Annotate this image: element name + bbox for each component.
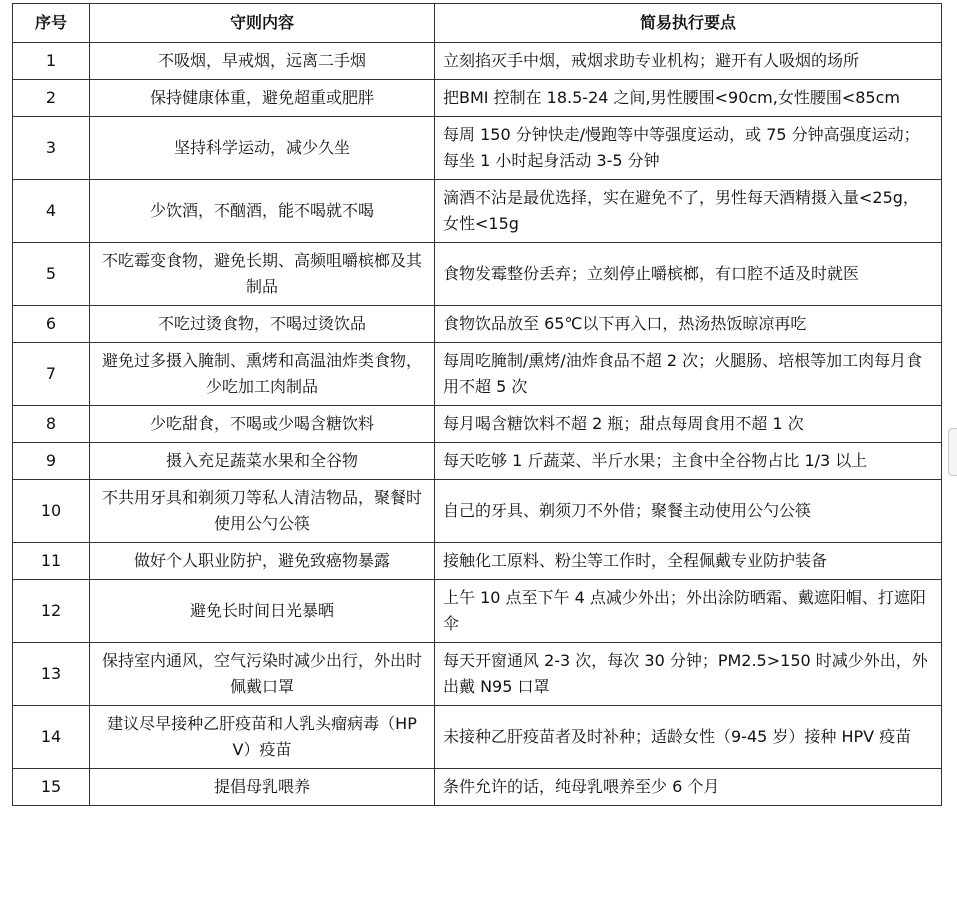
table-row	[13, 769, 942, 806]
table-row	[13, 117, 942, 180]
row-tips: 上午 10 点至下午 4 点减少外出；外出涂防晒霜、戴遮阳帽、打遮阳伞	[435, 580, 942, 643]
row-rule: 不吃霉变食物，避免长期、高频咀嚼槟榔及其制品	[90, 243, 435, 306]
table-row	[13, 643, 942, 706]
row-index: 1	[13, 43, 90, 80]
table-row	[13, 443, 942, 480]
header-tips: 简易执行要点	[435, 4, 942, 43]
row-index: 9	[13, 443, 90, 480]
row-rule: 保持健康体重，避免超重或肥胖	[90, 80, 435, 117]
table-row	[13, 180, 942, 243]
row-index: 4	[13, 180, 90, 243]
row-tips: 立刻掐灭手中烟，戒烟求助专业机构；避开有人吸烟的场所	[435, 43, 942, 80]
row-rule: 少吃甜食，不喝或少喝含糖饮料	[90, 406, 435, 443]
row-tips: 接触化工原料、粉尘等工作时，全程佩戴专业防护装备	[435, 543, 942, 580]
row-index: 15	[13, 769, 90, 806]
table-row	[13, 343, 942, 406]
row-tips: 每月喝含糖饮料不超 2 瓶；甜点每周食用不超 1 次	[435, 406, 942, 443]
row-index: 10	[13, 480, 90, 543]
table-row	[13, 243, 942, 306]
row-index: 12	[13, 580, 90, 643]
row-rule: 建议尽早接种乙肝疫苗和人乳头瘤病毒（HPV）疫苗	[90, 706, 435, 769]
row-index: 8	[13, 406, 90, 443]
row-tips: 条件允许的话，纯母乳喂养至少 6 个月	[435, 769, 942, 806]
row-rule: 提倡母乳喂养	[90, 769, 435, 806]
row-tips: 每周吃腌制/熏烤/油炸食品不超 2 次；火腿肠、培根等加工肉每月食用不超 5 次	[435, 343, 942, 406]
row-rule: 少饮酒，不酗酒，能不喝就不喝	[90, 180, 435, 243]
row-rule: 坚持科学运动，减少久坐	[90, 117, 435, 180]
row-index: 2	[13, 80, 90, 117]
side-panel-handle[interactable]	[948, 428, 957, 476]
header-rule: 守则内容	[90, 4, 435, 43]
row-index: 7	[13, 343, 90, 406]
table-row	[13, 306, 942, 343]
row-rule: 摄入充足蔬菜水果和全谷物	[90, 443, 435, 480]
row-tips: 滴酒不沾是最优选择，实在避免不了，男性每天酒精摄入量<25g，女性<15g	[435, 180, 942, 243]
table-row	[13, 706, 942, 769]
row-index: 11	[13, 543, 90, 580]
header-index: 序号	[13, 4, 90, 43]
row-tips: 自己的牙具、剃须刀不外借；聚餐主动使用公勺公筷	[435, 480, 942, 543]
row-rule: 不共用牙具和剃须刀等私人清洁物品，聚餐时使用公勺公筷	[90, 480, 435, 543]
row-index: 5	[13, 243, 90, 306]
header-row	[13, 4, 942, 43]
row-rule: 做好个人职业防护，避免致癌物暴露	[90, 543, 435, 580]
row-tips: 把BMI 控制在 18.5-24 之间,男性腰围<90cm,女性腰围<85cm	[435, 80, 942, 117]
table-row	[13, 43, 942, 80]
table-row	[13, 480, 942, 543]
row-tips: 食物发霉整份丢弃；立刻停止嚼槟榔，有口腔不适及时就医	[435, 243, 942, 306]
table-row	[13, 406, 942, 443]
row-tips: 每天吃够 1 斤蔬菜、半斤水果；主食中全谷物占比 1/3 以上	[435, 443, 942, 480]
row-index: 14	[13, 706, 90, 769]
row-rule: 不吃过烫食物，不喝过烫饮品	[90, 306, 435, 343]
rules-table	[12, 3, 942, 806]
row-tips: 每周 150 分钟快走/慢跑等中等强度运动，或 75 分钟高强度运动；每坐 1 小时起身活动 3-5 分钟	[435, 117, 942, 180]
row-index: 6	[13, 306, 90, 343]
row-index: 3	[13, 117, 90, 180]
table-row	[13, 543, 942, 580]
row-rule: 避免长时间日光暴晒	[90, 580, 435, 643]
row-index: 13	[13, 643, 90, 706]
table-row	[13, 580, 942, 643]
table-row	[13, 80, 942, 117]
row-rule: 保持室内通风，空气污染时减少出行，外出时佩戴口罩	[90, 643, 435, 706]
row-rule: 避免过多摄入腌制、熏烤和高温油炸类食物，少吃加工肉制品	[90, 343, 435, 406]
row-tips: 食物饮品放至 65℃以下再入口，热汤热饭晾凉再吃	[435, 306, 942, 343]
row-tips: 每天开窗通风 2-3 次，每次 30 分钟；PM2.5>150 时减少外出，外出戴 N95 口罩	[435, 643, 942, 706]
row-tips: 未接种乙肝疫苗者及时补种；适龄女性（9-45 岁）接种 HPV 疫苗	[435, 706, 942, 769]
row-rule: 不吸烟，早戒烟，远离二手烟	[90, 43, 435, 80]
